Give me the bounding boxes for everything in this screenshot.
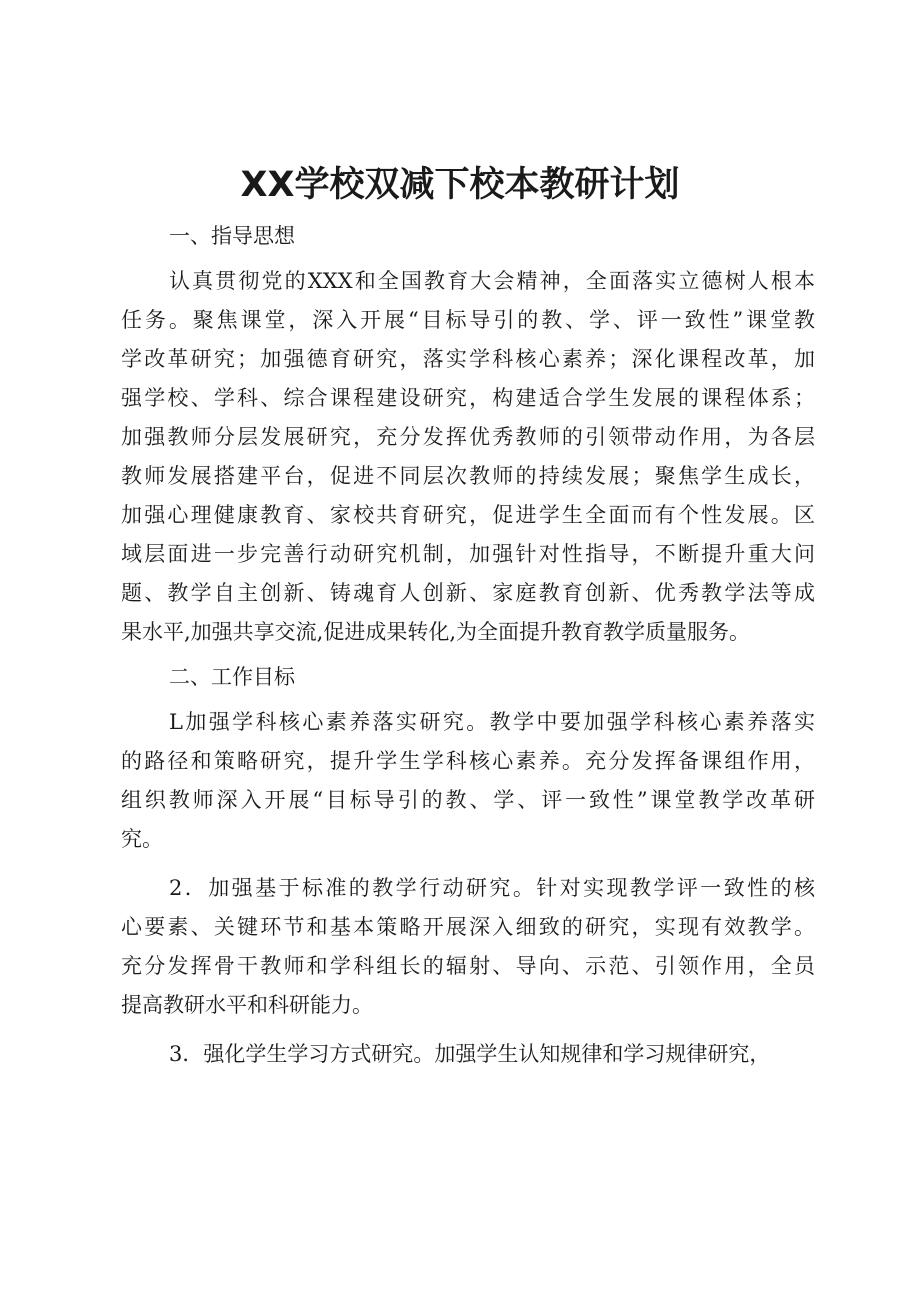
document-body <box>121 217 815 1074</box>
paragraph-line: 的路径和策略研究，提升学生学科核心素养。充分发挥备课组作用， <box>121 749 815 773</box>
paragraph-line: 教师发展搭建平台，促进不同层次教师的持续发展；聚焦学生成长， <box>121 464 815 488</box>
paragraph-line: 究。 <box>121 827 163 851</box>
section-heading: 一、指导思想 <box>169 224 295 248</box>
paragraph-gap <box>121 859 815 863</box>
paragraph-line: 加强心理健康教育、家校共育研究，促进学生全面而有个性发展。区 <box>121 503 815 527</box>
paragraph <box>121 1035 815 1074</box>
paragraph-line: 心要素、关键环节和基本策略开展深入细致的研究，实现有效教学。 <box>121 915 815 939</box>
paragraph-line: 充分发挥骨干教师和学科组长的辐射、导向、示范、引领作用，全员 <box>121 954 815 978</box>
document-title: XX学校双减下校本教研计划 <box>240 165 680 205</box>
paragraph-line: 3．强化学生学习方式研究。加强学生认知规律和学习规律研究， <box>169 1042 771 1066</box>
paragraph <box>121 703 815 859</box>
paragraph-line: 提高教研水平和科研能力。 <box>121 993 373 1017</box>
paragraph-gap <box>121 1025 815 1029</box>
paragraph-line: 果水平,加强共享交流,促进成果转化,为全面提升教育教学质量服务。 <box>121 620 751 644</box>
paragraph-line: 加强教师分层发展研究，充分发挥优秀教师的引领带动作用，为各层 <box>121 425 815 449</box>
section-guiding-ideology <box>121 217 815 652</box>
paragraph-line: 认真贯彻党的XXX和全国教育大会精神，全面落实立德树人根本 <box>169 269 815 293</box>
paragraph-line: 域层面进一步完善行动研究机制，加强针对性指导，不断提升重大问 <box>121 542 815 566</box>
paragraph-line: 题、教学自主创新、铸魂育人创新、家庭教育创新、优秀教学法等成 <box>121 581 815 605</box>
paragraph <box>121 869 815 1025</box>
paragraph-line: 2．加强基于标准的教学行动研究。针对实现教学评一致性的核 <box>169 876 815 900</box>
paragraph-line: 任务。聚焦课堂，深入开展“目标导引的教、学、评一致性”课堂教 <box>121 308 815 332</box>
paragraph-line: L加强学科核心素养落实研究。教学中要加强学科核心素养落实 <box>169 710 815 734</box>
paragraph-line: 强学校、学科、综合课程建设研究，构建适合学生发展的课程体系； <box>121 386 815 410</box>
section-work-goals <box>121 658 815 1074</box>
paragraph-line: 学改革研究；加强德育研究，落实学科核心素养；深化课程改革，加 <box>121 347 815 371</box>
paragraph <box>121 262 815 652</box>
paragraph-line: 组织教师深入开展“目标导引的教、学、评一致性”课堂教学改革研 <box>121 788 815 812</box>
section-heading: 二、工作目标 <box>169 665 295 689</box>
